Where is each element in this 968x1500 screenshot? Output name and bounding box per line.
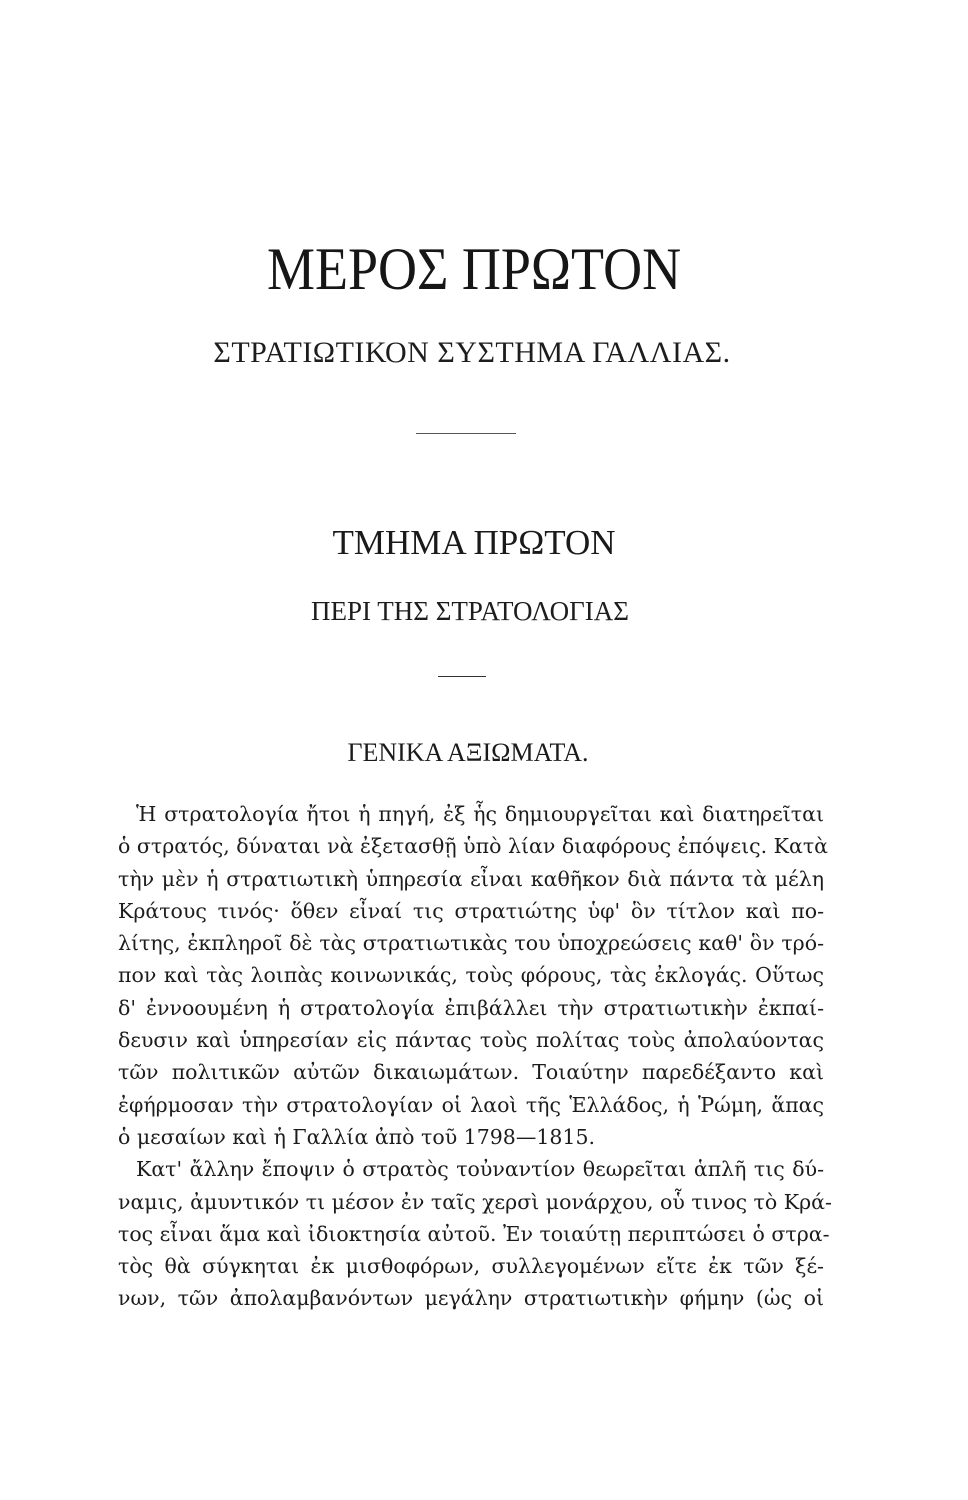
text-line: πον καὶ τὰς λοιπὰς κοινωνικάς, τοὺς φόρους, τὰς ἐκλογάς. Οὕτως: [118, 963, 824, 988]
text-line: ναμις, ἀμυντικόν τι μέσον ἐν ταῖς χερσὶ μονάρχου, οὗ τινος τὸ Κρά-: [118, 1189, 832, 1214]
body-text: [118, 798, 832, 1315]
paragraph-1: [118, 798, 829, 1153]
text-line: τὴν μὲν ἡ στρατιωτικὴ ὑπηρεσία εἶναι καθῆκον διὰ πάντα τὰ μέλη: [118, 866, 824, 891]
general-axioms-title: ΓΕΝΙΚΑ ΑΞΙΩΜΑΤΑ.: [347, 738, 589, 767]
text-line: δ' ἐννοουμένη ἡ στρατολογία ἐπιβάλλει τὴν στρατιωτικὴν ἐκπαί-: [118, 995, 824, 1020]
part-subtitle: ΣΤΡΑΤΙΩΤΙΚΟΝ ΣΥΣΤΗΜΑ ΓΑΛΛΙΑΣ.: [213, 336, 731, 369]
text-line: τος εἶναι ἅμα καὶ ἰδιοκτησία αὐτοῦ. Ἐν τοιαύτῃ περιπτώσει ὁ στρα-: [118, 1221, 830, 1246]
section-title: ΤΜΗΜΑ ΠΡΩΤΟΝ: [332, 523, 616, 562]
divider-rule: [438, 676, 486, 677]
paragraph-2: [118, 1153, 832, 1314]
text-line: Κατ' ἄλλην ἔποψιν ὁ στρατὸς τοὐναντίον θεωρεῖται ἁπλῆ τις δύ-: [136, 1157, 824, 1182]
text-line: τὸς θὰ σύγκηται ἐκ μισθοφόρων, συλλεγομένων εἴτε ἐκ τῶν ξέ-: [118, 1254, 824, 1279]
text-line: ὁ μεσαίων καὶ ἡ Γαλλία ἀπὸ τοῦ 1798—1815.: [118, 1124, 596, 1149]
part-title: ΜΕΡΟΣ ΠΡΩΤΟΝ: [266, 235, 682, 303]
section-subtitle: ΠΕΡΙ ΤΗΣ ΣΤΡΑΤΟΛΟΓΙΑΣ: [310, 596, 629, 626]
text-line: λίτης, ἐκπληροῖ δὲ τὰς στρατιωτικὰς του ὑποχρεώσεις καθ' ὃν τρό-: [118, 931, 824, 956]
text-line: Ἡ στρατολογία ἤτοι ἡ πηγή, ἐξ ἧς δημιουργεῖται καὶ διατηρεῖται: [136, 802, 824, 826]
text-line: τῶν πολιτικῶν αὐτῶν δικαιωμάτων. Τοιαύτην παρεδέξαντο καὶ: [118, 1060, 824, 1085]
text-line: νων, τῶν ἀπολαμβανόντων μεγάλην στρατιωτικὴν φήμην (ὡς οἱ: [118, 1286, 824, 1311]
text-line: Κράτους τινός· ὅθεν εἶναί τις στρατιώτης ὑφ' ὃν τίτλον καὶ πο-: [118, 898, 824, 923]
text-line: ἐφήρμοσαν τὴν στρατολογίαν οἱ λαοὶ τῆς Ἑλλάδος, ἡ Ῥώμη, ἅπας: [118, 1092, 824, 1117]
text-line: ὁ στρατός, δύναται νὰ ἐξετασθῇ ὑπὸ λίαν διαφόρους ἐπόψεις. Κατὰ: [118, 834, 829, 859]
text-line: δευσιν καὶ ὑπηρεσίαν εἰς πάντας τοὺς πολίτας τοὺς ἀπολαύοντας: [118, 1028, 824, 1053]
divider-rule-short: [416, 433, 516, 434]
